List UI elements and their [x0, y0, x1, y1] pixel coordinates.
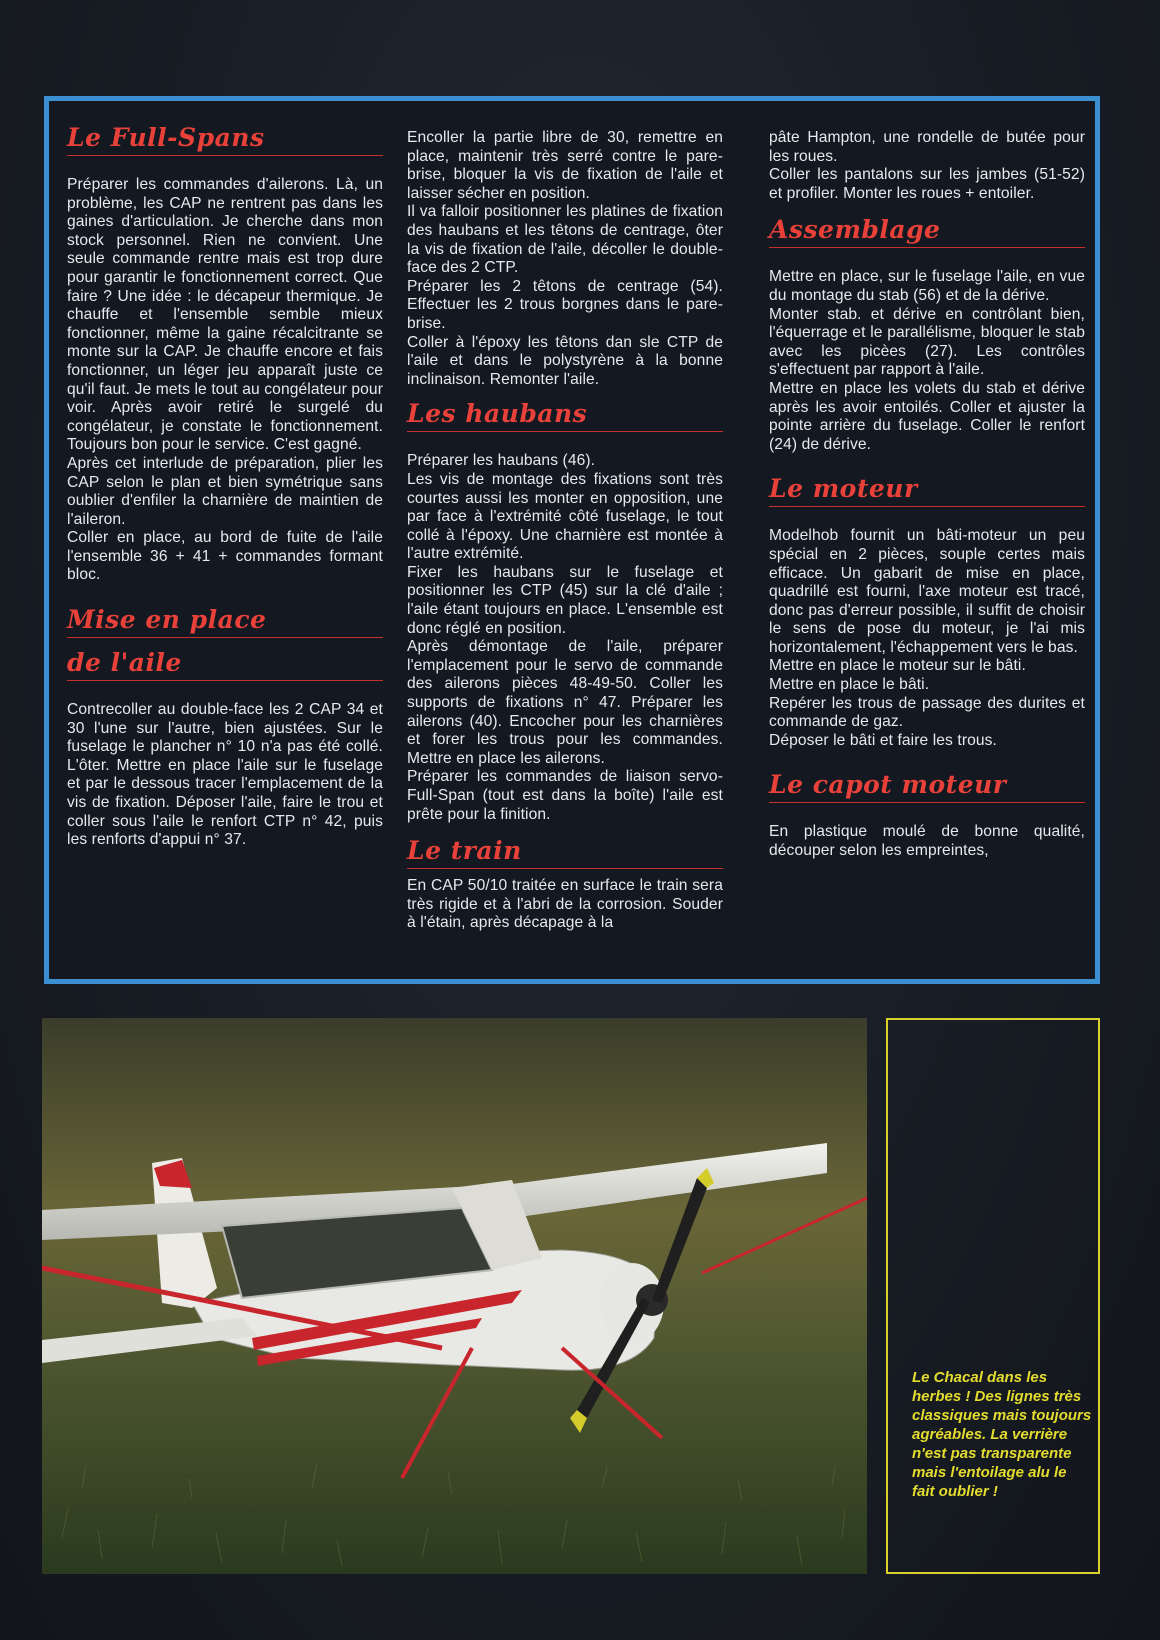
paragraph: Déposer le bâti et faire les trous. [769, 731, 997, 749]
paragraph: Fixer les haubans sur le fuselage et positionner les CTP (45) sur la clé d'aile ; l'aile étant toujours en place. L'ensemble est donc réglé en position. [407, 563, 723, 637]
article-text-frame [44, 96, 1100, 984]
paragraph: Mettre en place le moteur sur le bâti. [769, 657, 1026, 675]
paragraph: Coller en place, au bord de fuite de l'aile l'ensemble 36 + 41 + commandes formant bloc. [67, 529, 383, 584]
heading-mise-en-place: Mise en place [67, 605, 383, 638]
paragraph: En CAP 50/10 traitée en surface le train sera très rigide et à l'abri de la corrosion. Souder à l'étain, après décapage à la [407, 877, 723, 932]
paragraph: Contrecoller au double-face les 2 CAP 34 et 30 l'une sur l'autre, bien ajustées. Sur le fuselage le plancher n° 10 n'a pas été collé. L'ôter. Mettre en place l'aile sur le fuselage et par le dessous tracer l'emplacement de la vis de fixation. Déposer l'aile, faire le trou et coller sous l'aile le renfort CTP n° 42, puis les renforts d'appui n° 37. [67, 701, 383, 849]
paragraph: Après cet interlude de préparation, plier les CAP selon le plan et bien symétrique sans oublier d'enfiler la charnière de maintien de l'aileron. [67, 454, 383, 528]
column-1 [67, 123, 383, 850]
paragraph: Préparer les 2 têtons de centrage (54). Effectuer les 2 trous borgnes dans le pare-brise. [407, 277, 723, 332]
heading-les-haubans: Les haubans [407, 399, 723, 432]
paragraph: Repérer les trous de passage des durites et commande de gaz. [769, 694, 1085, 731]
paragraph: Préparer les haubans (46). [407, 452, 596, 470]
paragraph: Coller les pantalons sur les jambes (51-52) et profiler. Monter les roues + entoiler. [769, 166, 1085, 202]
column-3 [769, 129, 1085, 861]
paragraph: Après démontage de l'aile, préparer l'emplacement pour le servo de commande des ailerons pièces 48-49-50. Coller les supports de fixations n° 47. Préparer les ailerons (40). Encocher pour les charnières et forer les trous pour les commandes. Mettre en place les ailerons. [407, 638, 723, 767]
paragraph: Coller à l'époxy les têtons dan sle CTP de l'aile et dans le polystyrène à la bonne inclinaison. Remonter l'aile. [407, 333, 723, 388]
photo-caption: Le Chacal dans les herbes ! Des lignes très classiques mais toujours agréables. La verrière n'est pas transparente mais l'entoilage alu le fait oublier ! [912, 1369, 1092, 1500]
column-2 [407, 129, 723, 933]
heading-assemblage: Assemblage [769, 215, 1085, 248]
heading-le-moteur: Le moteur [769, 474, 1085, 507]
heading-full-spans: Le Full-Spans [67, 123, 383, 156]
paragraph: Il va falloir positionner les platines de fixation des haubans et les têtons de centrage, ôter la vis de fixation de l'aile, décoller le double-face des 2 CTP. [407, 203, 723, 277]
paragraph: pâte Hampton, une rondelle de butée pour les roues. [769, 129, 1085, 165]
paragraph: Modelhob fournit un bâti-moteur un peu spécial en 2 pièces, souple certes mais efficace. Un gabarit de mise en place, quadrillé est fourni, l'axe moteur est tracé, donc pas d'erreur possible, il suffit de choisir le sens de pose du moteur, je l'ai mis horizontalement, l'échappement vers le bas. [769, 527, 1085, 656]
paragraph: Les vis de montage des fixations sont très courtes aussi les monter en opposition, une par face à l'extrémité côté fuselage, le tout collé à l'époxy. Une charnière est montée à l'autre extrémité. [407, 470, 723, 563]
paragraph: Encoller la partie libre de 30, remettre en place, maintenir très serré contre le pare-brise, bloquer la vis de fixation de l'aile et laisser sécher en position. [407, 129, 723, 202]
caption-box [886, 1018, 1100, 1574]
paragraph: Mettre en place les volets du stab et dérive après les avoir entoilés. Coller et ajuster la pointe arrière du fuselage. Coller le renfort (24) de dérive. [769, 379, 1085, 453]
heading-le-train: Le train [407, 836, 723, 869]
paragraph: Mettre en place, sur le fuselage l'aile, en vue du montage du stab (56) et de la dérive. [769, 268, 1085, 304]
heading-de-l-aile: de l'aile [67, 648, 383, 681]
paragraph: Mettre en place le bâti. [769, 676, 930, 694]
paragraph: Préparer les commandes d'ailerons. Là, un problème, les CAP ne rentrent pas dans les gaines d'articulation. Je cherche dans mon stock personnel. Rien ne convient. Une seule commande rentre mais est trop dure pour garantir le fonctionnement correct. Que faire ? Une idée : le décapeur thermique. Je chauffe et l'ensemble semble mieux fonctionner, même la gaine récalcitrante se monte sur la CAP. Je chauffe encore et fais fonctionner, un léger jeu apparaît juste ce qu'il faut. Je mets le tout au congélateur pour voir. Après avoir retiré le surgelé du congélateur, je constate le fonctionnement. Toujours bon pour le service. C'est gagné. [67, 176, 383, 454]
airplane-photo [42, 1018, 867, 1574]
paragraph: Préparer les commandes de liaison servo-Full-Span (tout est dans la boîte) l'aile est prête pour la finition. [407, 768, 723, 823]
heading-le-capot-moteur: Le capot moteur [769, 770, 1085, 803]
paragraph: Monter stab. et dérive en contrôlant bien, l'équerrage et le parallélisme, bloquer le stab avec les picèes (27). Les contrôles s'effectuent par rapport à l'aile. [769, 305, 1085, 379]
airplane-illustration [42, 1018, 867, 1574]
paragraph: En plastique moulé de bonne qualité, découper selon les empreintes, [769, 823, 1085, 860]
